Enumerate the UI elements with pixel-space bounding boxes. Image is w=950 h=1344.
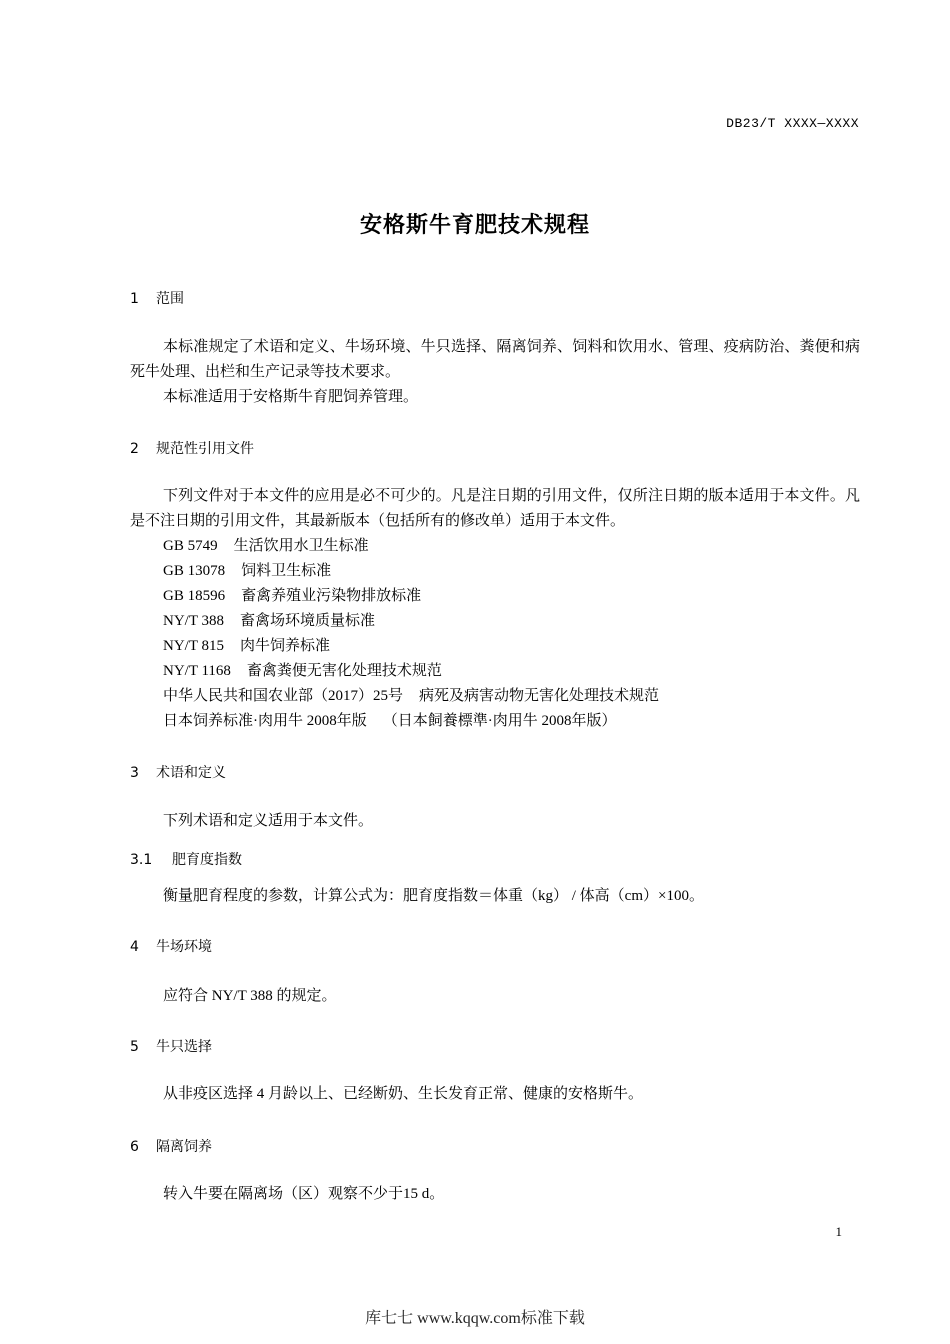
reference-item [163, 659, 442, 684]
section-1-heading [130, 288, 184, 308]
section-5-heading [130, 1036, 212, 1056]
section-title: 规范性引用文件 [156, 441, 254, 457]
reference-code: NY/T 388 [163, 613, 224, 629]
section-3-heading [130, 762, 226, 782]
section-5-text: 从非疫区选择 4 月龄以上、已经断奶、生长发育正常、健康的安格斯牛。 [163, 1086, 644, 1102]
reference-code: NY/T 815 [163, 638, 224, 654]
reference-code: 日本饲养标准·肉用牛 2008年版 [163, 713, 367, 729]
section-number: 6 [130, 1139, 139, 1155]
document-title: 安格斯牛育肥技术规程 [359, 213, 590, 238]
reference-code: GB 5749 [163, 538, 218, 554]
reference-item [163, 634, 330, 659]
reference-title: 肉牛饲养标准 [239, 638, 330, 654]
section-4-text: 应符合 NY/T 388 的规定。 [163, 988, 337, 1004]
section-2-heading [130, 438, 254, 458]
reference-title: 畜禽养殖业污染物排放标准 [241, 588, 422, 604]
section-number: 1 [130, 291, 139, 307]
reference-item [163, 584, 421, 609]
section-title: 范围 [156, 291, 184, 307]
section-3-1-heading [130, 849, 242, 869]
page-number: 1 [835, 1224, 842, 1239]
reference-title: 畜禽粪便无害化处理技术规范 [246, 663, 442, 679]
section-2-intro: 下列文件对于本文件的应用是必不可少的。凡是注日期的引用文件，仅所注日期的版本适用于本文件。凡是不注日期的引用文件，其最新版本（包括所有的修改单）适用于本文件。 [130, 488, 860, 529]
section-3-1-text: 衡量肥育程度的参数，计算公式为：肥育度指数＝体重（kg） / 体高（cm）×100。 [163, 888, 704, 904]
section-6-text: 转入牛要在隔离场（区）观察不少于15 d。 [163, 1186, 445, 1202]
section-6-heading [130, 1136, 212, 1156]
reference-item [163, 709, 617, 734]
section-1-paragraph-1: 本标准规定了术语和定义、牛场环境、牛只选择、隔离饲养、饲料和饮用水、管理、疫病防治、粪便和病死牛处理、出栏和生产记录等技术要求。 [130, 339, 860, 380]
section-number: 2 [130, 441, 139, 457]
section-number: 4 [130, 939, 139, 955]
reference-code: NY/T 1168 [163, 663, 231, 679]
section-title: 隔离饲养 [156, 1139, 212, 1155]
subsection-number: 3.1 [130, 852, 153, 868]
reference-item [163, 559, 331, 584]
section-title: 牛只选择 [156, 1039, 212, 1055]
section-title: 牛场环境 [156, 939, 212, 955]
reference-code: 中华人民共和国农业部（2017）25号 [163, 688, 404, 704]
reference-title: 病死及病害动物无害化处理技术规范 [419, 688, 660, 704]
reference-title: 饲料卫生标准 [241, 563, 332, 579]
reference-item [163, 534, 369, 559]
reference-title: （日本飼養標準·肉用牛 2008年版） [382, 713, 617, 729]
section-3-intro: 下列术语和定义适用于本文件。 [163, 813, 374, 829]
reference-code: GB 13078 [163, 563, 226, 579]
footer-watermark: 库七七 www.kqqw.com标准下载 [365, 1310, 585, 1327]
section-1-paragraph-2: 本标准适用于安格斯牛育肥饲养管理。 [163, 389, 419, 405]
section-title: 术语和定义 [156, 765, 226, 781]
document-code: DB23/T XXXX—XXXX [726, 116, 859, 131]
reference-code: GB 18596 [163, 588, 226, 604]
reference-item [163, 684, 659, 709]
section-4-heading [130, 936, 212, 956]
section-number: 5 [130, 1039, 139, 1055]
subsection-title: 肥育度指数 [172, 852, 242, 868]
reference-item [163, 609, 375, 634]
reference-title: 生活饮用水卫生标准 [233, 538, 369, 554]
reference-title: 畜禽场环境质量标准 [239, 613, 375, 629]
section-number: 3 [130, 765, 139, 781]
